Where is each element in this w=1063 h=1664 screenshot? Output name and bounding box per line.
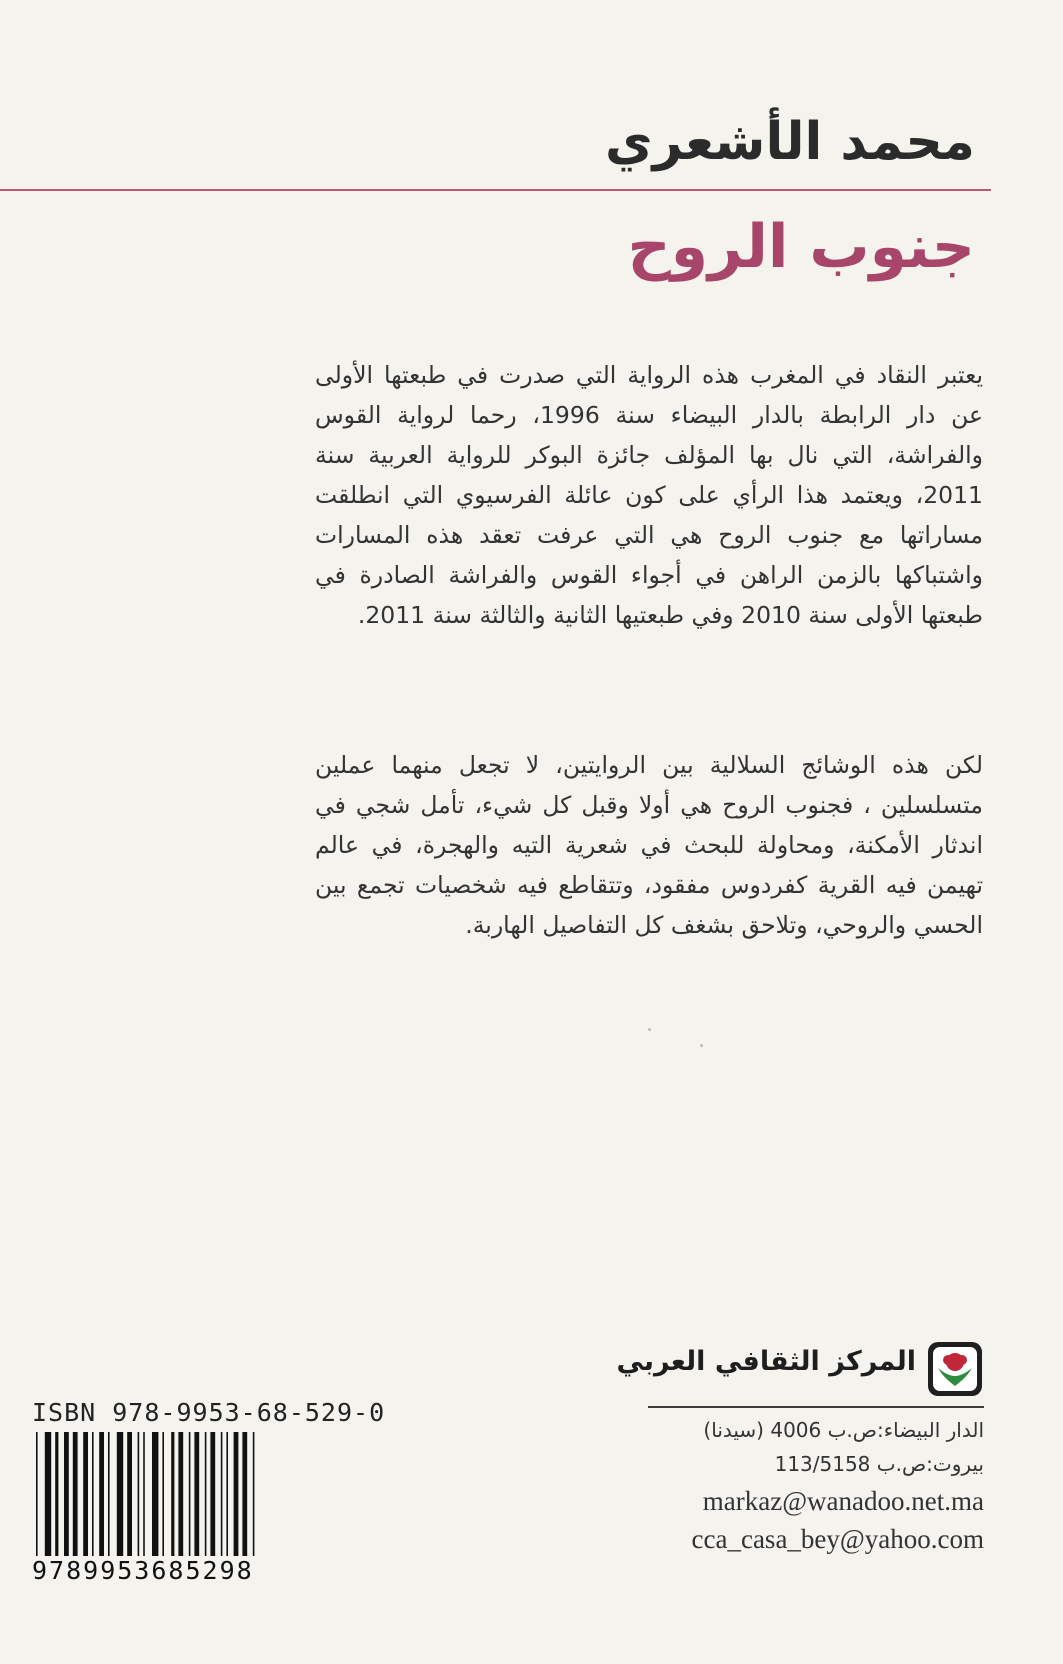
barcode-bar — [171, 1432, 174, 1562]
author-name: محمد الأشعري — [604, 112, 975, 172]
barcode-bar — [127, 1432, 132, 1562]
barcode — [32, 1432, 322, 1562]
barcode-bar — [83, 1432, 88, 1562]
blurb-text-1: يعتبر النقاد في المغرب هذه الرواية التي صدرت في طبعتها الأولى عن دار الرابطة بالدار البيضاء سنة 1996، رحما لرواية القوس والفراشة، التي نال بها المؤلف جائزة البوكر للرواية العربية سنة 2011، ويعتمد هذا الرأي على كون عائلة الفرسيوي التي انطلقت مساراتها مع جنوب الروح هي التي عرفت تعقد هذه المسارات واشتباكها بالزمن الراهن في أجواء القوس والفراشة الصادرة في طبعتها الأولى سنة 2010 وفي طبعتيها الثانية والثالثة سنة 2011. — [315, 361, 984, 629]
speck — [648, 1028, 651, 1031]
publisher-casablanca: الدار البيضاء:ص.ب 4006 (سيدنا) — [703, 1418, 984, 1442]
publisher-email-2[interactable]: cca_casa_bey@yahoo.com — [691, 1524, 984, 1554]
barcode-bar — [194, 1432, 199, 1562]
barcode-bar — [64, 1432, 69, 1562]
barcode-bar — [189, 1432, 191, 1562]
blurb-paragraph-1 — [315, 355, 983, 635]
barcode-bar — [92, 1432, 94, 1562]
barcode-bar — [205, 1432, 207, 1562]
barcode-bar — [226, 1432, 228, 1562]
flower-logo-icon — [926, 1340, 984, 1398]
title-divider — [0, 189, 991, 191]
barcode-bar — [178, 1432, 183, 1562]
isbn-label: ISBN 978-9953-68-529-0 — [32, 1398, 386, 1427]
barcode-bar — [162, 1432, 164, 1562]
publisher-name: المركز الثقافي العربي — [616, 1346, 916, 1377]
barcode-bar — [117, 1432, 123, 1562]
barcode-bar — [108, 1432, 110, 1562]
speck — [700, 1044, 703, 1047]
publisher-divider — [648, 1406, 984, 1408]
barcode-bar — [221, 1432, 223, 1562]
publisher-beirut: بيروت:ص.ب 113/5158 — [774, 1452, 984, 1476]
barcode-bar — [36, 1432, 38, 1562]
blurb-paragraph-2 — [315, 745, 983, 945]
barcode-bar — [242, 1432, 247, 1562]
barcode-bar — [210, 1432, 215, 1562]
barcode-bar — [253, 1432, 255, 1562]
barcode-bar — [143, 1432, 145, 1562]
barcode-bar — [138, 1432, 140, 1562]
publisher-block — [616, 1340, 984, 1608]
barcode-number: 9789953685298 — [32, 1556, 322, 1585]
barcode-bar — [73, 1432, 78, 1562]
barcode-bar — [234, 1432, 239, 1562]
barcode-bar — [55, 1432, 58, 1562]
barcode-bar — [99, 1432, 104, 1562]
publisher-email-1[interactable]: markaz@wanadoo.net.ma — [702, 1486, 984, 1516]
barcode-bar — [45, 1432, 51, 1562]
book-title: جنوب الروح — [627, 212, 975, 282]
barcode-bar — [152, 1432, 158, 1562]
blurb-text-2: لكن هذه الوشائج السلالية بين الروايتين، لا تجعل منهما عملين متسلسلين ، فجنوب الروح هي أولا وقبل كل شيء، تأمل شجي في اندثار الأمكنة، ومحاولة للبحث في شعرية التيه والهجرة، في عالم تهيمن فيه القرية كفردوس مفقود، وتتقاطع فيه شخصيات تجمع بين الحسي والروحي، وتلاحق بشغف كل التفاصيل الهاربة. — [315, 751, 983, 939]
